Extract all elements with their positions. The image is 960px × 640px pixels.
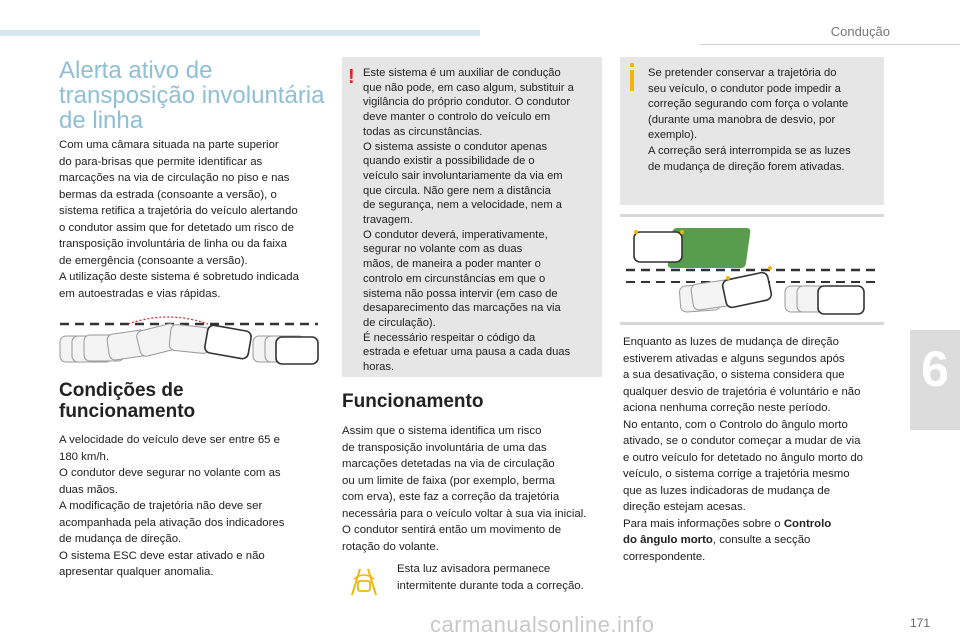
- watermark: carmanualsonline.info: [430, 612, 655, 637]
- warning-icon: !: [348, 66, 355, 88]
- conditions-text: A velocidade do veículo deve ser entre 65 e 180 km/h. O condutor deve segurar no volante com as duas mãos. A modificação de trajetória não deve ser acompanhada pela ativação dos indicadores de mudança de direção. O sistema ESC deve estar ativado e não apresentar qualquer anomalia.: [59, 434, 285, 578]
- operation-heading: Funcionamento: [342, 391, 484, 412]
- info-icon: [629, 63, 635, 91]
- operation-text: Assim que o sistema identifica um risco de transposição involuntária de uma das marcações detetadas na via de circulação ou um limite de faixa (por exemplo, berma com erva), este faz a correção da trajetória necessária para o veículo voltar à sua via inicial. O condutor sentirá então um movimento de rotação do volante.: [342, 425, 587, 553]
- right-body-text: [623, 334, 885, 565]
- illustration-top-border: [620, 214, 884, 217]
- right-body-main: Enquanto as luzes de mudança de direção estiverem ativadas e alguns segundos após a sua desativação, o sistema considera que qualquer desvio de trajetória é voluntário e não aciona nenhuma correção neste período. No entanto, com o Controlo do ângulo morto ativado, se o condutor começar a mudar de via e outro veículo for detetado no ângulo morto do veículo, o sistema corrige a trajetória mesmo que as luzes indicadoras de mudança de direção estejam acesas. Para mais informações sobre o: [623, 336, 863, 530]
- intro-text: Com uma câmara situada na parte superior do para-brisas que permite identificar as marcações na via de circulação no piso e nas bermas da estrada (consoante a versão), o sistema retifica a trajetória do veículo alertando o condutor assim que for detetado um risco de transposição involuntária de linha ou da faixa de emergência (consoante a versão). A utilização deste sistema é sobretudo indicada em autoestradas e vias rápidas.: [59, 139, 299, 300]
- lane-keep-warning-lamp-icon: [346, 565, 382, 599]
- lamp-text: Esta luz avisadora permanece intermitente durante toda a correção.: [397, 563, 584, 592]
- page-number: 171: [909, 616, 930, 630]
- chapter-number: 6: [921, 341, 949, 397]
- right-body-tail: , consulte a secção correspondente.: [623, 534, 811, 563]
- page-title: Alerta ativo de transposição involuntária de linha: [59, 57, 325, 134]
- illustration-bottom-border: [620, 322, 884, 325]
- header-divider: [700, 44, 960, 45]
- warning-text: Este sistema é um auxiliar de condução que não pode, em caso algum, substituir a vigilância do próprio condutor. O condutor deve manter o controlo do veículo em todas as circunstâncias. O sistema assiste o condutor apenas quando existir a possibilidade de o veículo sair involuntariamente da via em que circula. Não gere nem a distância de segurança, nem a velocidade, nem a travagem. O condutor deverá, imperativamente, segurar no volante com as duas mãos, de maneira a poder manter o controlo em circunstâncias em que o sistema não possa intervir (em caso de desaparecimento das marcações na via de circulação). É necessário respeitar o código da estrada e efetuar uma pausa a cada duas horas.: [363, 67, 574, 374]
- correction-illustration: [620, 220, 884, 318]
- header-accent-bar: [0, 30, 480, 36]
- lane-departure-illustration: [58, 306, 320, 374]
- info-text: Se pretender conservar a trajetória do seu veículo, o condutor pode impedir a correção segurando com força o volante (durante uma manobra de desvio, por exemplo). A correção será interrompida se as luzes de mudança de direção forem ativadas.: [648, 67, 851, 173]
- blind-spot-link[interactable]: Controlo do ângulo morto: [623, 517, 832, 546]
- chapter-title: Condução: [830, 24, 890, 39]
- conditions-heading: Condições de funcionamento: [59, 380, 196, 422]
